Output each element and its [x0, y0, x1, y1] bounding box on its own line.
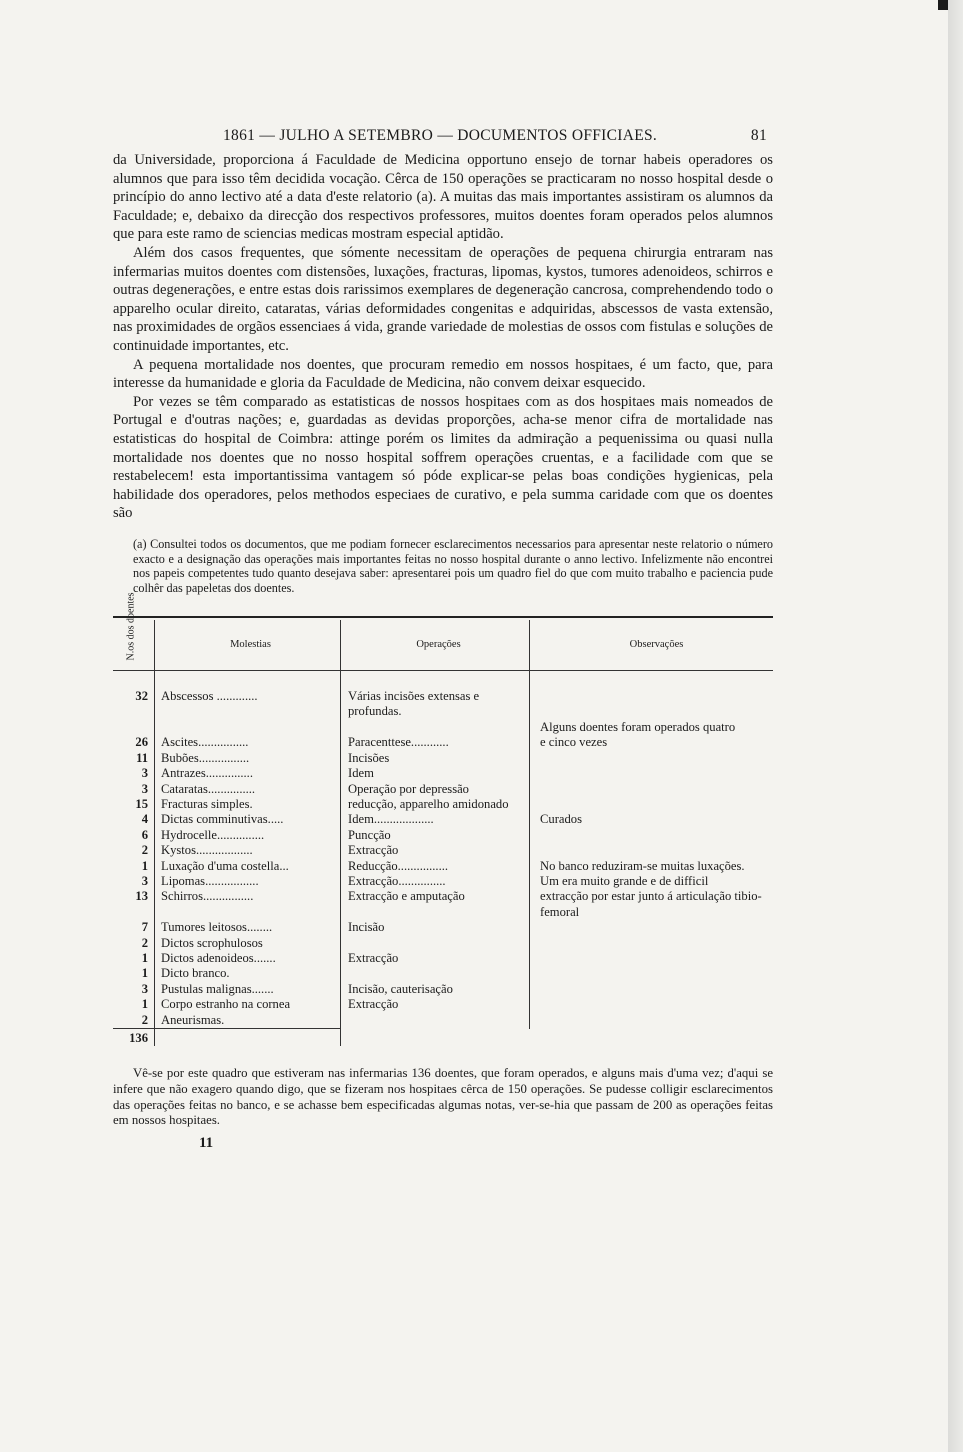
closing-paragraph: Vê-se por este quadro que estiveram nas infermarias 136 doentes, que foram operados, e alguns mais d'uma vez; d'aqui se infere que não exagero quando digo, que se fizeram nos hospitaes cêrca de 150 operações. Se pudesse colligir esclarecimentos das operações feitas no banco, e se achasse bem especificadas algumas notas, ver-se-hia que passam de 200 as operações feitas em nossos hospitaes. [113, 1066, 773, 1128]
disease-cell: Dicto branco. [155, 966, 341, 981]
header-operation: Operações [341, 620, 530, 671]
notes-cell: extracção por estar junto á articulação tibio-femoral [540, 889, 762, 919]
operation-cell: Várias incisões extensas e profundas. [341, 689, 530, 720]
count-cell: 1 [113, 951, 155, 966]
table-total-row [113, 1029, 773, 1047]
notes-cell [530, 689, 774, 720]
notes-cell [530, 982, 774, 997]
notes-cell [530, 782, 774, 797]
page-edge [948, 0, 963, 1452]
operation-cell [341, 966, 530, 981]
count-cell: 2 [113, 1013, 155, 1029]
notes-cell: e cinco vezes [540, 735, 608, 750]
disease-cell: Dictos adenoideos....... [155, 951, 341, 966]
table-row [113, 812, 773, 827]
count-cell: 4 [113, 812, 155, 827]
disease-cell [155, 720, 341, 735]
document-page [113, 125, 773, 1152]
paragraph-3: A pequena mortalidade nos doentes, que procuram remedio em nossos hospitaes, é um facto, que, para interesse da humanidade e gloria da Faculdade de Medicina, não convem deixar esquecido. [113, 356, 773, 392]
operation-cell: Operação por depressão [341, 782, 530, 797]
total-spacer [530, 1029, 774, 1047]
table-row [113, 782, 773, 797]
notes-cell [530, 966, 774, 981]
table-row [113, 751, 773, 766]
count-cell: 1 [113, 966, 155, 981]
notes-cell [530, 920, 774, 935]
header-count: N.os dos doentes [113, 620, 155, 671]
operation-cell [341, 936, 530, 951]
disease-cell: Antrazes............... [155, 766, 341, 781]
table-row [113, 920, 773, 935]
footnote [113, 537, 773, 596]
notes-cell [530, 997, 774, 1012]
operation-cell: Extracção e amputação [341, 889, 530, 920]
table-top-rule [113, 616, 773, 618]
count-cell: 1 [113, 859, 155, 874]
count-cell: 3 [113, 874, 155, 889]
count-cell: 3 [113, 982, 155, 997]
disease-cell: Fracturas simples. [155, 797, 341, 812]
disease-cell: Corpo estranho na cornea [155, 997, 341, 1012]
footnote-text: (a) Consultei todos os documentos, que me podiam fornecer esclarecimentos necessarios para apresentar neste relatorio o número exacto e a designação das operações mais importantes feitas no nosso hospital durante o anno lectivo. Infelizmente não encontrei nos papeis competentes tudo quanto desejava saber: apresentarei pois um quadro fiel do que com muito trabalho e paciencia pude colhêr das papeletas dos doentes. [133, 536, 773, 596]
running-title: 1861 — JULHO A SETEMBRO — DOCUMENTOS OFFICIAES. [223, 127, 658, 144]
table-row [113, 689, 773, 720]
disease-cell: Kystos.................. [155, 843, 341, 858]
table-row [113, 797, 773, 812]
operation-cell: Puncção [341, 828, 530, 843]
running-head [113, 125, 773, 151]
header-notes: Observações [530, 620, 774, 671]
operation-cell: Extracção [341, 843, 530, 858]
count-cell: 3 [113, 782, 155, 797]
table-row [113, 936, 773, 951]
notes-cell [530, 828, 774, 843]
table-row [113, 828, 773, 843]
count-cell [113, 720, 155, 735]
operation-cell: reducção, apparelho amidonado [341, 797, 530, 812]
header-disease: Molestias [155, 620, 341, 671]
corner-mark [938, 0, 948, 10]
paragraph-1: da Universidade, proporciona á Faculdade de Medicina opportuno ensejo de tornar habeis operadores os alumnos que para isso têm decidida vocação. Cêrca de 150 operações se practicaram no nosso hospital desde o princípio do anno lectivo até a data d'este relatorio (a). A muitas das mais importantes assistiram os alumnos da Faculdade; e, debaixo da direcção dos respectivos professores, muitos doentes foram operados pelos alumnos que para este ramo de sciencias medicas mostram especial aptidão. [113, 152, 773, 243]
disease-cell: Hydrocelle............... [155, 828, 341, 843]
disease-cell: Tumores leitosos........ [155, 920, 341, 935]
operation-cell: Extracção [341, 951, 530, 966]
disease-cell: Bubões................ [155, 751, 341, 766]
notes-cell [530, 1013, 774, 1029]
table-row [113, 1013, 773, 1029]
table-row [113, 859, 773, 874]
count-cell: 7 [113, 920, 155, 935]
table-body [113, 671, 773, 1047]
disease-cell: Abscessos ............. [155, 689, 341, 720]
paragraph-4: Por vezes se têm comparado as estatisticas de nossos hospitaes com as dos hospitaes mais nomeados de Portugal e d'outras nações; e, guardadas as devidas proporções, acha-se menor cifra de mortalidade nas estatisticas do hospital de Coimbra: attinge porém os limites da admiração a pequenissima ou quasi nulla mortalidade nos doentes que no nosso hospital soffrem operações cruentas, e a facilidade com que se restabelecem! esta importantissima vantagem só póde explicar-se pelas boas condições hygienicas, pela habilidade dos operadores, pelos methodos especiaes de curativo, e pela summa caridade com que os doentes são [113, 393, 773, 522]
table-row [113, 735, 773, 750]
operation-cell: Extracção [341, 997, 530, 1012]
count-cell: 11 [113, 751, 155, 766]
notes-cell [530, 843, 774, 858]
count-cell: 32 [113, 689, 155, 720]
table-row [113, 982, 773, 997]
operation-cell: Extracção............... [341, 874, 530, 889]
notes-cell [530, 951, 774, 966]
closing-text [113, 1066, 773, 1128]
disease-cell: Dictas comminutivas..... [155, 812, 341, 827]
table-spacer [113, 671, 773, 690]
notes-cell: Curados [540, 812, 582, 827]
notes-cell: Alguns doentes foram operados quatro [540, 719, 736, 734]
notes-cell: Um era muito grande e de difficil [540, 873, 709, 888]
disease-cell: Schirros................ [155, 889, 341, 920]
count-cell: 13 [113, 889, 155, 920]
count-cell: 6 [113, 828, 155, 843]
count-cell: 2 [113, 843, 155, 858]
table-row [113, 766, 773, 781]
signature-mark: 11 [199, 1134, 214, 1151]
notes-cell [530, 936, 774, 951]
count-cell: 3 [113, 766, 155, 781]
body-text [113, 151, 773, 523]
table-row [113, 874, 773, 889]
count-cell: 2 [113, 936, 155, 951]
table-row [113, 951, 773, 966]
table-row [113, 889, 773, 920]
operation-cell: Idem................... [341, 812, 530, 827]
operation-cell: Incisões [341, 751, 530, 766]
notes-cell [530, 797, 774, 812]
table-row [113, 966, 773, 981]
notes-cell [530, 766, 774, 781]
operation-cell: Paracenttese............ [341, 735, 530, 750]
operation-cell: Incisão [341, 920, 530, 935]
disease-cell: Ascites................ [155, 735, 341, 750]
operation-cell: Incisão, cauterisação [341, 982, 530, 997]
paragraph-2: Além dos casos frequentes, que sómente necessitam de operações de pequena chirurgia entraram nas infermarias muitos doentes com distensões, luxações, fracturas, lipomas, kystos, tumores adenoideos, schirros e outras degenerações, e entre estas dois rarissimos exemplares de degeneração cancrosa, comprehendendo todo o apparelho ocular direito, cataratas, várias deformidades congenitas e adquiridas, abscessos de vasta extensão, nas proximidades de orgãos essenciaes á vida, grande variedade de molestias de ossos com fistulas e soluções de continuidade importantes, etc. [113, 244, 773, 354]
disease-cell: Dictos scrophulosos [155, 936, 341, 951]
operation-cell [341, 1013, 530, 1029]
notes-cell: No banco reduziram-se muitas luxações. [540, 858, 745, 873]
table-header-row [113, 620, 773, 671]
operation-cell: Reducção................ [341, 859, 530, 874]
page-number: 81 [750, 127, 767, 144]
operation-cell [341, 720, 530, 735]
disease-cell: Lipomas................. [155, 874, 341, 889]
total-count: 136 [113, 1029, 155, 1047]
disease-cell: Luxação d'uma costella... [155, 859, 341, 874]
notes-cell [530, 751, 774, 766]
disease-cell: Pustulas malignas....... [155, 982, 341, 997]
total-spacer [155, 1029, 341, 1047]
count-cell: 1 [113, 997, 155, 1012]
operations-table [113, 592, 773, 1046]
disease-cell: Cataratas............... [155, 782, 341, 797]
table-row [113, 720, 773, 735]
table-row [113, 843, 773, 858]
count-cell: 26 [113, 735, 155, 750]
operation-cell: Idem [341, 766, 530, 781]
table-row [113, 997, 773, 1012]
count-cell: 15 [113, 797, 155, 812]
disease-cell: Aneurismas. [155, 1013, 341, 1029]
total-spacer [341, 1029, 530, 1047]
